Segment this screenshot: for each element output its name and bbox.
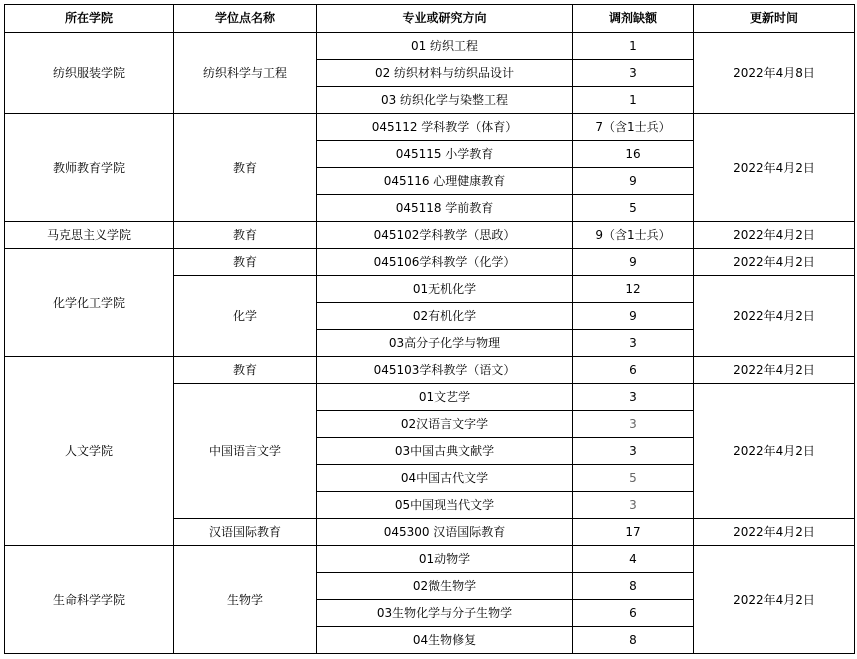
quota-cell: 8	[573, 573, 694, 600]
major-cell: 04生物修复	[317, 627, 573, 654]
adjustment-quota-table	[4, 4, 855, 654]
quota-cell: 3	[573, 330, 694, 357]
degree-cell: 生物学	[174, 546, 317, 654]
quota-cell: 3	[573, 384, 694, 411]
quota-cell: 4	[573, 546, 694, 573]
quota-cell: 17	[573, 519, 694, 546]
major-cell: 045112 学科教学（体育）	[317, 114, 573, 141]
table-row	[5, 222, 855, 249]
major-cell: 045300 汉语国际教育	[317, 519, 573, 546]
date-cell: 2022年4月2日	[694, 519, 855, 546]
header-date: 更新时间	[694, 5, 855, 33]
major-cell: 045118 学前教育	[317, 195, 573, 222]
quota-cell: 7（含1士兵）	[573, 114, 694, 141]
quota-cell: 3	[573, 438, 694, 465]
date-cell: 2022年4月2日	[694, 357, 855, 384]
college-cell: 纺织服装学院	[5, 33, 174, 114]
quota-cell: 6	[573, 357, 694, 384]
degree-cell: 教育	[174, 222, 317, 249]
quota-cell: 9	[573, 249, 694, 276]
table-header-row	[5, 5, 855, 33]
quota-cell: 1	[573, 33, 694, 60]
quota-cell: 9	[573, 303, 694, 330]
degree-cell: 教育	[174, 114, 317, 222]
major-cell: 04中国古代文学	[317, 465, 573, 492]
table-row	[5, 249, 855, 276]
quota-cell: 1	[573, 87, 694, 114]
quota-cell: 6	[573, 600, 694, 627]
header-degree: 学位点名称	[174, 5, 317, 33]
quota-cell: 3	[573, 492, 694, 519]
major-cell: 03生物化学与分子生物学	[317, 600, 573, 627]
table-row	[5, 114, 855, 141]
major-cell: 01文艺学	[317, 384, 573, 411]
table-row	[5, 33, 855, 60]
header-quota: 调剂缺额	[573, 5, 694, 33]
quota-cell: 3	[573, 60, 694, 87]
date-cell: 2022年4月8日	[694, 33, 855, 114]
date-cell: 2022年4月2日	[694, 276, 855, 357]
date-cell: 2022年4月2日	[694, 384, 855, 519]
major-cell: 03中国古典文献学	[317, 438, 573, 465]
major-cell: 01动物学	[317, 546, 573, 573]
date-cell: 2022年4月2日	[694, 222, 855, 249]
college-cell: 马克思主义学院	[5, 222, 174, 249]
header-college: 所在学院	[5, 5, 174, 33]
major-cell: 045102学科教学（思政）	[317, 222, 573, 249]
major-cell: 01 纺织工程	[317, 33, 573, 60]
table-row	[5, 546, 855, 573]
date-cell: 2022年4月2日	[694, 249, 855, 276]
major-cell: 05中国现当代文学	[317, 492, 573, 519]
major-cell: 02有机化学	[317, 303, 573, 330]
major-cell: 045106学科教学（化学）	[317, 249, 573, 276]
degree-cell: 化学	[174, 276, 317, 357]
major-cell: 045116 心理健康教育	[317, 168, 573, 195]
major-cell: 02微生物学	[317, 573, 573, 600]
degree-cell: 教育	[174, 357, 317, 384]
college-cell: 化学化工学院	[5, 249, 174, 357]
quota-cell: 9（含1士兵）	[573, 222, 694, 249]
date-cell: 2022年4月2日	[694, 546, 855, 654]
college-cell: 人文学院	[5, 357, 174, 546]
major-cell: 01无机化学	[317, 276, 573, 303]
degree-cell: 纺织科学与工程	[174, 33, 317, 114]
quota-cell: 8	[573, 627, 694, 654]
degree-cell: 汉语国际教育	[174, 519, 317, 546]
major-cell: 02汉语言文字学	[317, 411, 573, 438]
degree-cell: 教育	[174, 249, 317, 276]
major-cell: 03高分子化学与物理	[317, 330, 573, 357]
quota-cell: 5	[573, 195, 694, 222]
header-major: 专业或研究方向	[317, 5, 573, 33]
date-cell: 2022年4月2日	[694, 114, 855, 222]
quota-cell: 5	[573, 465, 694, 492]
quota-cell: 16	[573, 141, 694, 168]
major-cell: 02 纺织材料与纺织品设计	[317, 60, 573, 87]
quota-cell: 12	[573, 276, 694, 303]
college-cell: 生命科学学院	[5, 546, 174, 654]
quota-cell: 9	[573, 168, 694, 195]
major-cell: 03 纺织化学与染整工程	[317, 87, 573, 114]
quota-cell: 3	[573, 411, 694, 438]
table-row	[5, 357, 855, 384]
degree-cell: 中国语言文学	[174, 384, 317, 519]
college-cell: 教师教育学院	[5, 114, 174, 222]
major-cell: 045103学科教学（语文）	[317, 357, 573, 384]
major-cell: 045115 小学教育	[317, 141, 573, 168]
